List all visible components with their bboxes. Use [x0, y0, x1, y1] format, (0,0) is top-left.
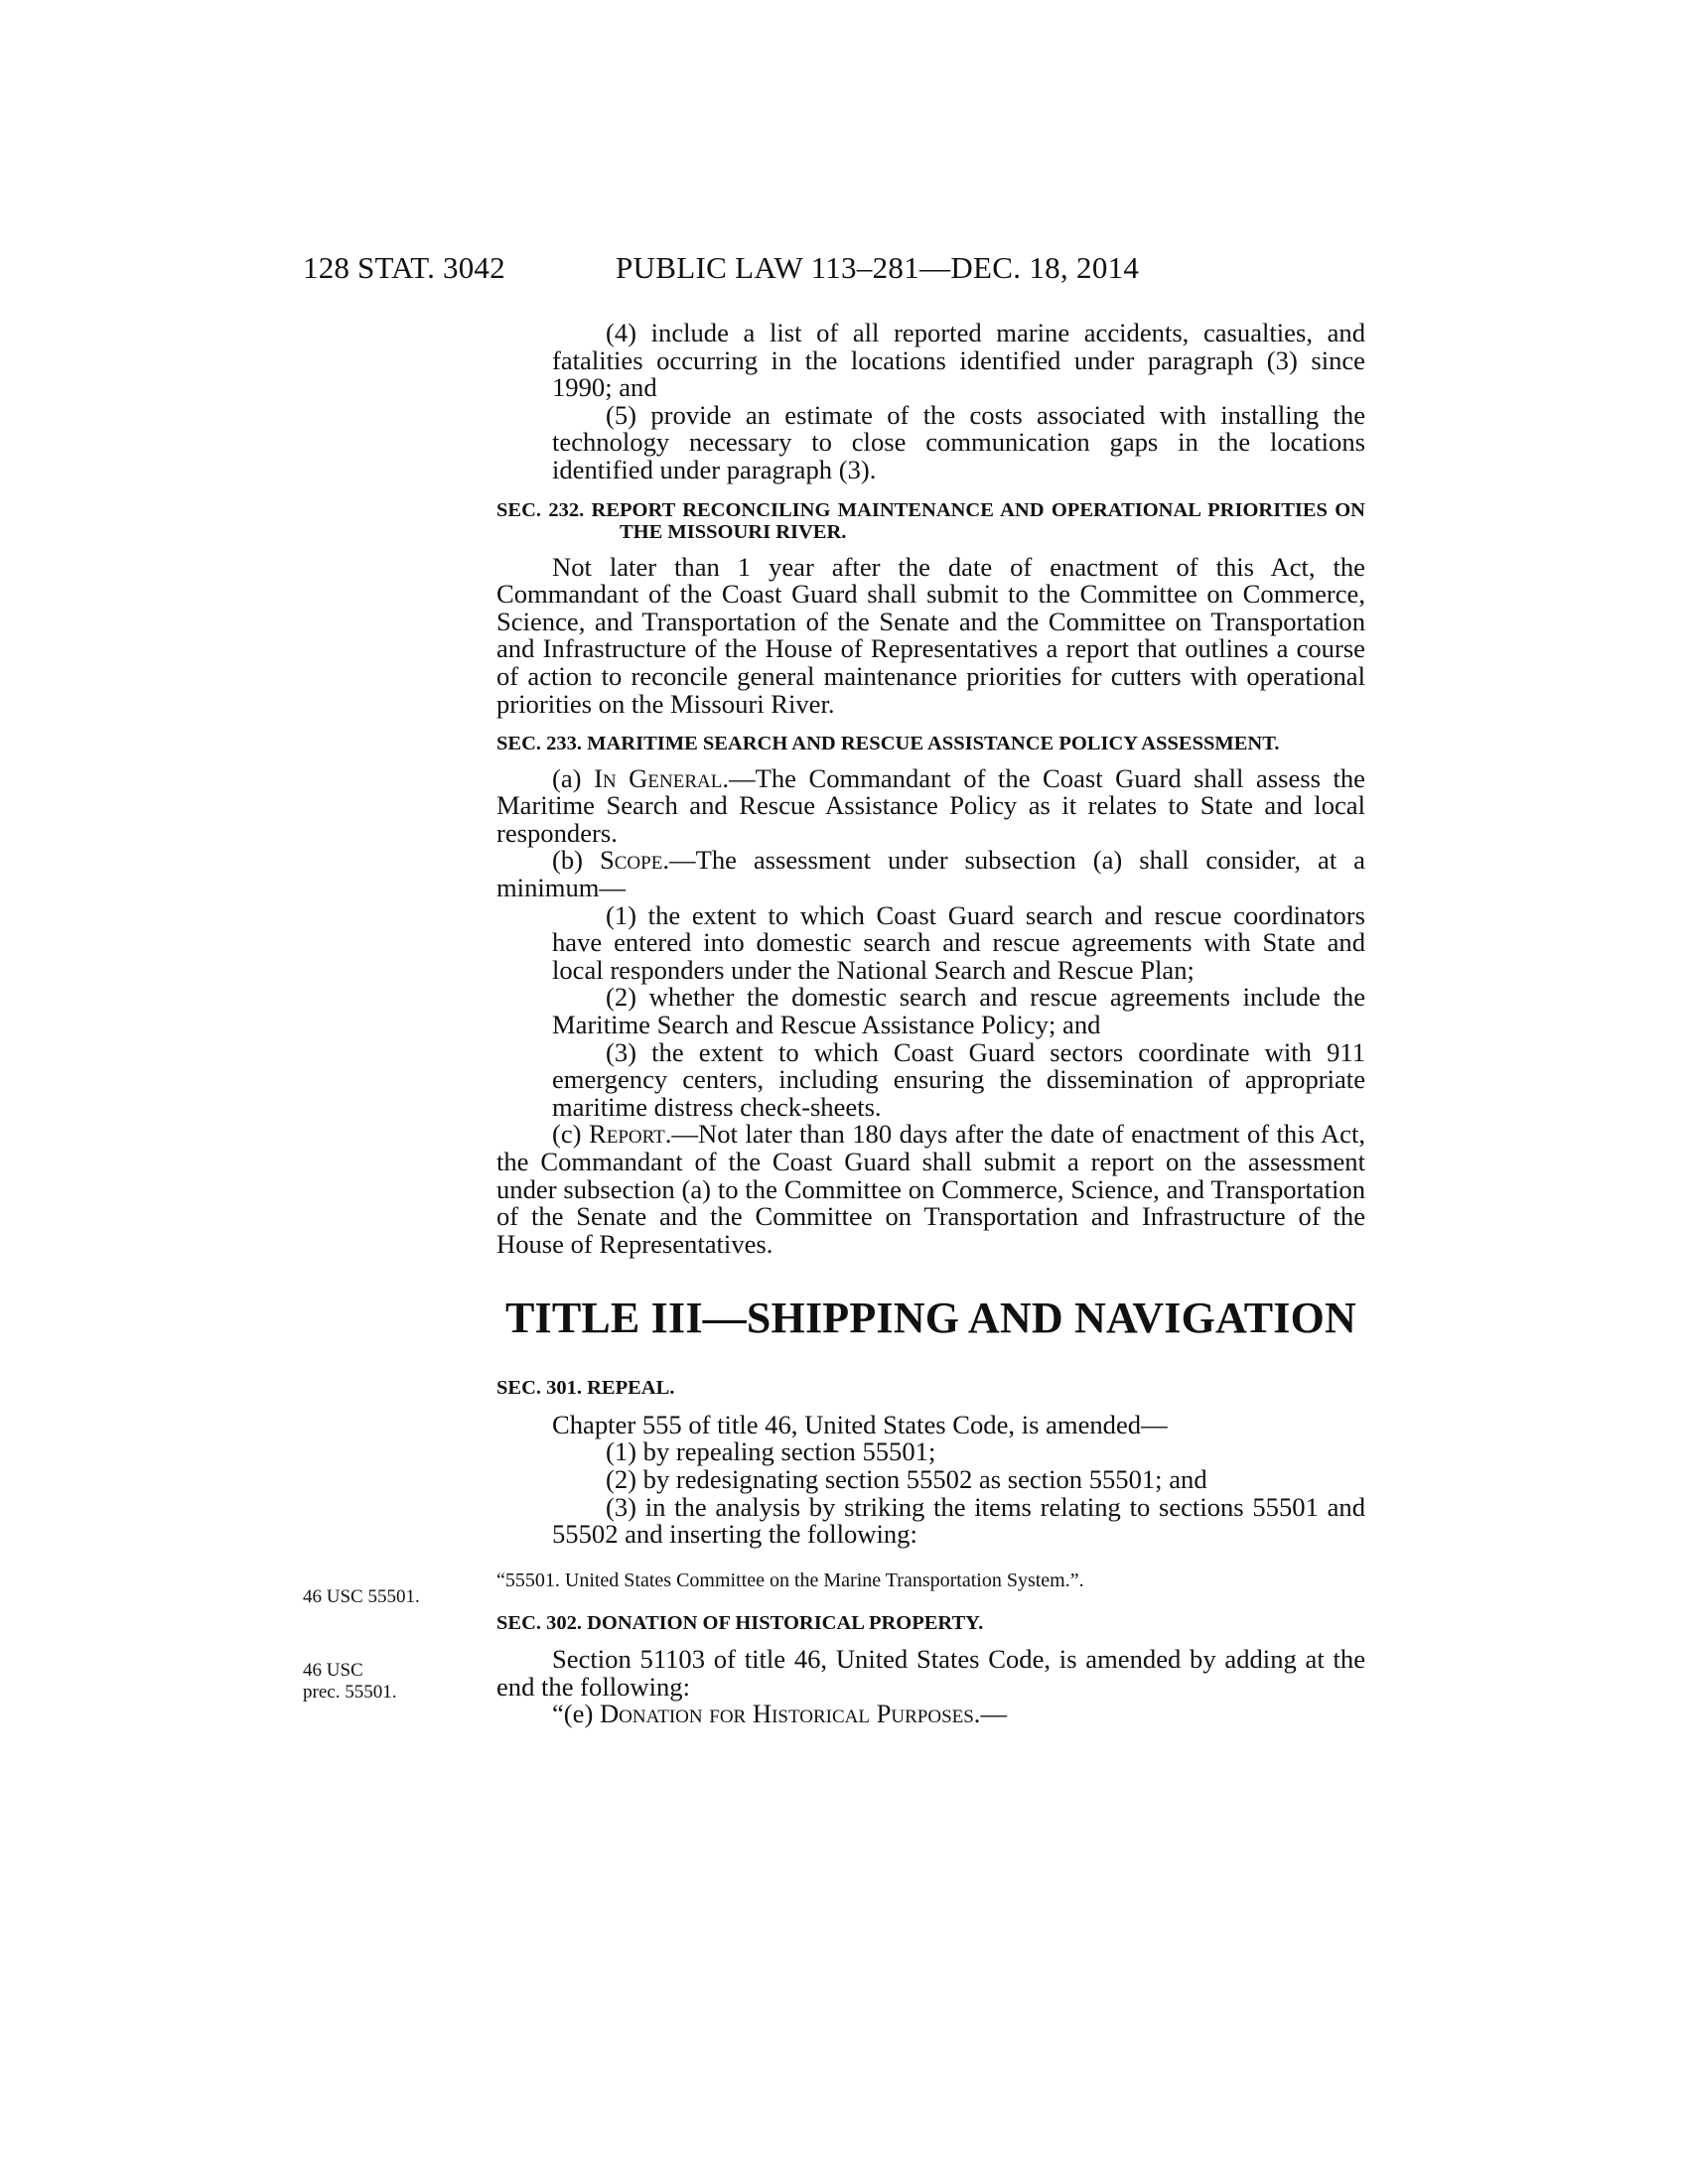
- subsection-e-caption: Donation for Historical Purposes.: [599, 1699, 981, 1729]
- subsection-a-caption: In General.: [594, 762, 729, 793]
- subsection-e-heading: [496, 1701, 1365, 1728]
- subsection-b-caption: Scope.: [599, 845, 669, 876]
- subsection-b-item-1: (1) the extent to which Coast Guard search and rescue coordinators have entered into domestic search and rescue agreements with State and local responders under the National Search and Rescue Plan;: [552, 899, 1365, 985]
- subsection-a-text: —The Commandant of the Coast Guard shall assess the Maritime Search and Rescue Assistance Policy as it relates to State and local responders.: [496, 762, 1365, 848]
- subsection-b-text: —The assessment under subsection (a) shall consider, at a minimum—: [496, 845, 1365, 902]
- paragraph-item-5: (5) provide an estimate of the costs associated with installing the technology necessary to close communication gaps in the locations identified under paragraph (3).: [552, 399, 1365, 484]
- section-301-intro: Chapter 555 of title 46, United States Code, is amended—: [552, 1409, 1168, 1439]
- section-301-quoted-item: “55501. United States Committee on the Marine Transportation System.”.: [496, 1569, 1084, 1591]
- statute-page-number: 128 STAT. 3042: [303, 250, 505, 285]
- margin-note-usc-55501: 46 USC 55501.: [303, 1586, 420, 1607]
- section-301-item-2: (2) by redesignating section 55502 as section 55501; and: [606, 1464, 1207, 1494]
- text-column: [496, 320, 1365, 1728]
- subsection-c-label: (c): [552, 1119, 589, 1150]
- subsection-c-caption: Report.: [588, 1119, 672, 1150]
- subsection-b-item-3: (3) the extent to which Coast Guard sectors coordinate with 911 emergency centers, including ensuring the dissemination of appropriate maritime distress check-sheets.: [552, 1036, 1365, 1122]
- subsection-b: [496, 847, 1365, 901]
- margin-note-line: prec. 55501.: [303, 1682, 397, 1703]
- section-301-heading: SEC. 301. REPEAL.: [496, 1377, 675, 1400]
- section-302-body: Section 51103 of title 46, United States Code, is amended by adding at the end the following:: [496, 1644, 1365, 1702]
- running-head-law: PUBLIC LAW 113–281—DEC. 18, 2014: [616, 250, 1140, 285]
- paragraph-item-4: (4) include a list of all reported marine accidents, casualties, and fatalities occurring in the locations identified under paragraph (3) since 1990; and: [552, 318, 1365, 403]
- margin-note-usc-prec-55501: [303, 1660, 396, 1704]
- section-302-heading: SEC. 302. DONATION OF HISTORICAL PROPERTY.: [496, 1611, 984, 1634]
- subsection-e-suffix: —: [980, 1699, 1008, 1729]
- section-301-item-1: (1) by repealing section 55501;: [606, 1436, 936, 1467]
- subsection-c-text: —Not later than 180 days after the date of enactment of this Act, the Commandant of the Coast Guard shall submit a report on the assessment under subsection (a) to the Committee on Commerce, Science, and Transportation of the Senate and the Committee on Transportation and Infrastructure of the House of Representatives.: [496, 1119, 1365, 1259]
- subsection-b-item-2: (2) whether the domestic search and rescue agreements include the Maritime Search and Rescue Assistance Policy; and: [552, 982, 1365, 1039]
- subsection-e-prefix: “(e): [552, 1699, 600, 1729]
- section-233-heading: SEC. 233. MARITIME SEARCH AND RESCUE ASSISTANCE POLICY ASSESSMENT.: [496, 733, 1280, 755]
- section-232-body: Not later than 1 year after the date of enactment of this Act, the Commandant of the Coast Guard shall submit to the Committee on Commerce, Science, and Transportation of the Senate and the Committee on Transportation and Infrastructure of the House of Representatives a report that outlines a course of action to reconcile general maintenance priorities for cutters with operational priorities on the Missouri River.: [496, 551, 1365, 719]
- margin-note-line: 46 USC: [303, 1660, 363, 1681]
- subsection-b-label: (b): [552, 845, 600, 876]
- subsection-a-label: (a): [552, 762, 595, 793]
- subsection-a: [496, 762, 1365, 848]
- section-301-item-3: (3) in the analysis by striking the items relating to sections 55501 and 55502 and inserting the following:: [552, 1491, 1365, 1550]
- title-iii-heading: TITLE III—SHIPPING AND NAVIGATION: [504, 1294, 1357, 1343]
- subsection-c: [496, 1121, 1365, 1258]
- section-232-heading: SEC. 232. REPORT RECONCILING MAINTENANCE AND OPERATIONAL PRIORITIES ON THE MISSOURI RIVER.: [496, 498, 1365, 544]
